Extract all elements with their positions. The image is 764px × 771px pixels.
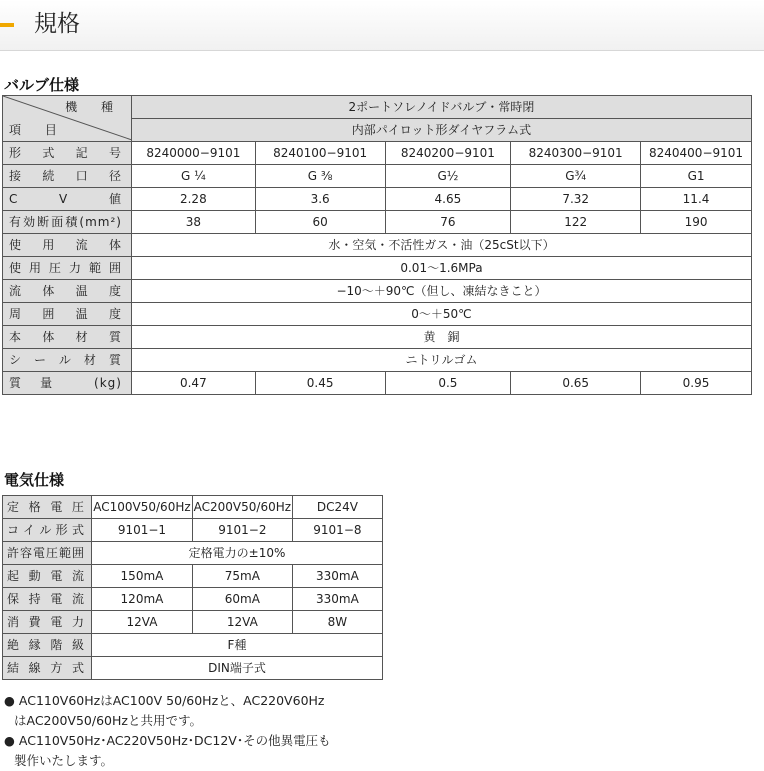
row-label: 使用圧力範囲: [3, 257, 132, 280]
row-label: 許容電圧範囲: [3, 542, 92, 565]
table-cell: 60: [255, 211, 385, 234]
valve-type-line1: 2ポートソレノイドバルブ・常時閉: [131, 96, 751, 119]
section-header: [0, 0, 764, 51]
row-label: シール材質: [3, 349, 132, 372]
table-cell: 330mA: [292, 565, 382, 588]
note-line: ● AC110V50Hz･AC220V50Hz･DC12V･その他異電圧も: [4, 733, 331, 748]
table-cell: 8240000−9101: [131, 142, 255, 165]
table-row: [3, 565, 383, 588]
table-cell: 4.65: [385, 188, 511, 211]
table-cell: AC100V50/60Hz: [92, 496, 193, 519]
row-label: 流体温度: [3, 280, 132, 303]
table-row: [3, 611, 383, 634]
table-cell-span: F種: [92, 634, 383, 657]
table-cell: 3.6: [255, 188, 385, 211]
table-cell-span: 水・空気・不活性ガス・油（25cSt以下）: [131, 234, 751, 257]
row-label: 周囲温度: [3, 303, 132, 326]
table-row: [3, 349, 752, 372]
kishu-label: 機 種: [65, 100, 123, 114]
table-row: [3, 303, 752, 326]
table-cell: 12VA: [192, 611, 292, 634]
table-cell-span: 黄 銅: [131, 326, 751, 349]
table-cell: 60mA: [192, 588, 292, 611]
table-cell: 0.47: [131, 372, 255, 395]
table-row: [3, 211, 752, 234]
table-cell: AC200V50/60Hz: [192, 496, 292, 519]
table-cell-span: 0〜＋50℃: [131, 303, 751, 326]
table-cell: DC24V: [292, 496, 382, 519]
table-cell-span: −10〜＋90℃（但し、凍結なきこと）: [131, 280, 751, 303]
page-title: 規格: [34, 11, 80, 37]
table-row: [3, 588, 383, 611]
komoku-label: 項 目: [9, 123, 67, 137]
table-cell: 8240100−9101: [255, 142, 385, 165]
electric-spec-title: 電気仕様: [4, 471, 65, 489]
table-cell: 0.65: [511, 372, 641, 395]
row-label: 本体材質: [3, 326, 132, 349]
note-line: 製作いたします。: [14, 753, 114, 768]
table-cell: G ¼: [131, 165, 255, 188]
table-row: [3, 188, 752, 211]
table-cell: 0.5: [385, 372, 511, 395]
table-cell: 122: [511, 211, 641, 234]
valve-type-line2: 内部パイロット形ダイヤフラム式: [131, 119, 751, 142]
header-accent-bar: [0, 23, 14, 27]
table-row: [3, 165, 752, 188]
table-cell: 2.28: [131, 188, 255, 211]
table-row: [3, 142, 752, 165]
row-label: 消費電力: [3, 611, 92, 634]
valve-spec-table: [2, 95, 752, 395]
table-cell: G1: [641, 165, 752, 188]
row-label: 使用流体: [3, 234, 132, 257]
table-cell: 8240200−9101: [385, 142, 511, 165]
table-row: [3, 496, 383, 519]
row-label: 定格電圧: [3, 496, 92, 519]
table-row: [3, 657, 383, 680]
table-cell-span: DIN端子式: [92, 657, 383, 680]
table-row: [3, 542, 383, 565]
table-cell: 0.95: [641, 372, 752, 395]
table-cell: 7.32: [511, 188, 641, 211]
table-cell-span: 0.01〜1.6MPa: [131, 257, 751, 280]
table-cell: 11.4: [641, 188, 752, 211]
row-label: 有効断面積(mm²): [3, 211, 132, 234]
table-cell: 8W: [292, 611, 382, 634]
diagonal-header-cell: [3, 96, 132, 142]
table-cell: 190: [641, 211, 752, 234]
row-label: 形式記号: [3, 142, 132, 165]
notes: [4, 691, 331, 771]
table-cell: 8240400−9101: [641, 142, 752, 165]
electric-spec-table: [2, 495, 383, 680]
table-cell: 8240300−9101: [511, 142, 641, 165]
table-cell: G½: [385, 165, 511, 188]
table-row: [3, 280, 752, 303]
note-line: ● AC110V60HzはAC100V 50/60Hzと、AC220V60Hz: [4, 693, 325, 708]
table-row: [3, 634, 383, 657]
table-cell: 75mA: [192, 565, 292, 588]
row-label: 起動電流: [3, 565, 92, 588]
row-label: 質量 (kg): [3, 372, 132, 395]
table-row: [3, 234, 752, 257]
table-row: [3, 372, 752, 395]
table-cell-span: ニトリルゴム: [131, 349, 751, 372]
row-label: C V 値: [3, 188, 132, 211]
table-cell: 9101−1: [92, 519, 193, 542]
table-cell: G¾: [511, 165, 641, 188]
table-cell-span: 定格電力の±10%: [92, 542, 383, 565]
row-label: 保持電流: [3, 588, 92, 611]
row-label: 絶縁階級: [3, 634, 92, 657]
note-line: はAC200V50/60Hzと共用です。: [14, 713, 202, 728]
table-row: [3, 326, 752, 349]
table-cell: 120mA: [92, 588, 193, 611]
table-cell: 12VA: [92, 611, 193, 634]
table-cell: 330mA: [292, 588, 382, 611]
row-label: コイル形式: [3, 519, 92, 542]
table-cell: 9101−2: [192, 519, 292, 542]
table-row: [3, 519, 383, 542]
table-cell: 0.45: [255, 372, 385, 395]
table-cell: G ⅜: [255, 165, 385, 188]
table-cell: 9101−8: [292, 519, 382, 542]
row-label: 結線方式: [3, 657, 92, 680]
table-cell: 150mA: [92, 565, 193, 588]
table-row: [3, 257, 752, 280]
table-cell: 38: [131, 211, 255, 234]
row-label: 接続口径: [3, 165, 132, 188]
valve-spec-title: バルブ仕様: [4, 76, 80, 94]
table-cell: 76: [385, 211, 511, 234]
